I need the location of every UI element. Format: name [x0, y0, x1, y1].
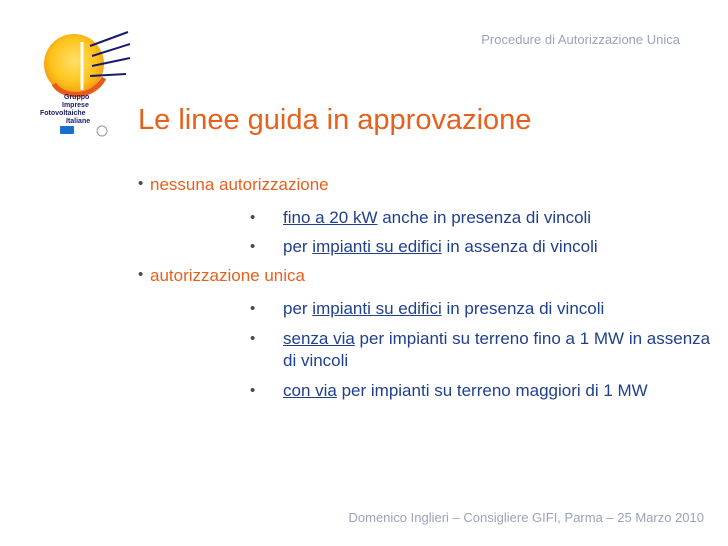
- link-con-via[interactable]: con via: [283, 381, 337, 400]
- bullet-dot-icon: •: [250, 209, 256, 226]
- logo-text-gruppo: Gruppo: [64, 94, 90, 101]
- bullet-dot-icon: •: [250, 330, 256, 347]
- sub-bullet-text: in assenza di vincoli: [441, 237, 598, 256]
- link-impianti-su-edifici[interactable]: impianti su edifici: [312, 237, 442, 256]
- slide-title: Le linee guida in approvazione: [138, 104, 532, 136]
- link-impianti-su-edifici[interactable]: impianti su edifici: [312, 299, 442, 318]
- sub-bullet: [250, 328, 713, 372]
- bullet-label: autorizzazione unica: [150, 266, 305, 285]
- sub-bullet-text: in presenza di vincoli: [441, 299, 605, 318]
- bullet-dot-icon: •: [138, 175, 144, 192]
- bullet-dot-icon: •: [250, 238, 256, 255]
- bullet-dot-icon: •: [138, 266, 144, 283]
- link-fino-20kw[interactable]: fino a 20 kW: [283, 208, 378, 227]
- sub-bullet-text: per impianti su terreno maggiori di 1 MW: [336, 381, 648, 400]
- bullet-nessuna-autorizzazione: [138, 175, 329, 195]
- sub-bullet: [250, 236, 713, 258]
- bullet-autorizzazione-unica: [138, 266, 305, 286]
- gifi-logo: [32, 28, 142, 148]
- header-title: Procedure di Autorizzazione Unica: [481, 32, 680, 47]
- bullet-dot-icon: •: [250, 300, 256, 317]
- bullet-dot-icon: •: [250, 382, 256, 399]
- sub-bullet-text: per impianti su terreno fino a 1 MW in assenza di vincoli: [283, 329, 711, 370]
- logo-text-fotovoltaiche: Fotovoltaiche: [40, 110, 86, 117]
- sub-bullet-text: anche in presenza di vincoli: [377, 208, 592, 227]
- logo-text-imprese: Imprese: [62, 102, 89, 109]
- sub-bullet-prefix: per: [283, 237, 313, 256]
- sub-bullet-prefix: per: [283, 299, 313, 318]
- sub-bullet: [250, 207, 713, 229]
- link-senza-via[interactable]: senza via: [283, 329, 355, 348]
- footer-text: Domenico Inglieri – Consigliere GIFI, Parma – 25 Marzo 2010: [348, 510, 704, 525]
- logo-text-italiane: Italiane: [66, 118, 91, 125]
- sun-logo-icon: [32, 28, 142, 148]
- sub-bullet: [250, 298, 713, 320]
- bullet-label: nessuna autorizzazione: [150, 175, 329, 194]
- sub-bullet: [250, 380, 713, 402]
